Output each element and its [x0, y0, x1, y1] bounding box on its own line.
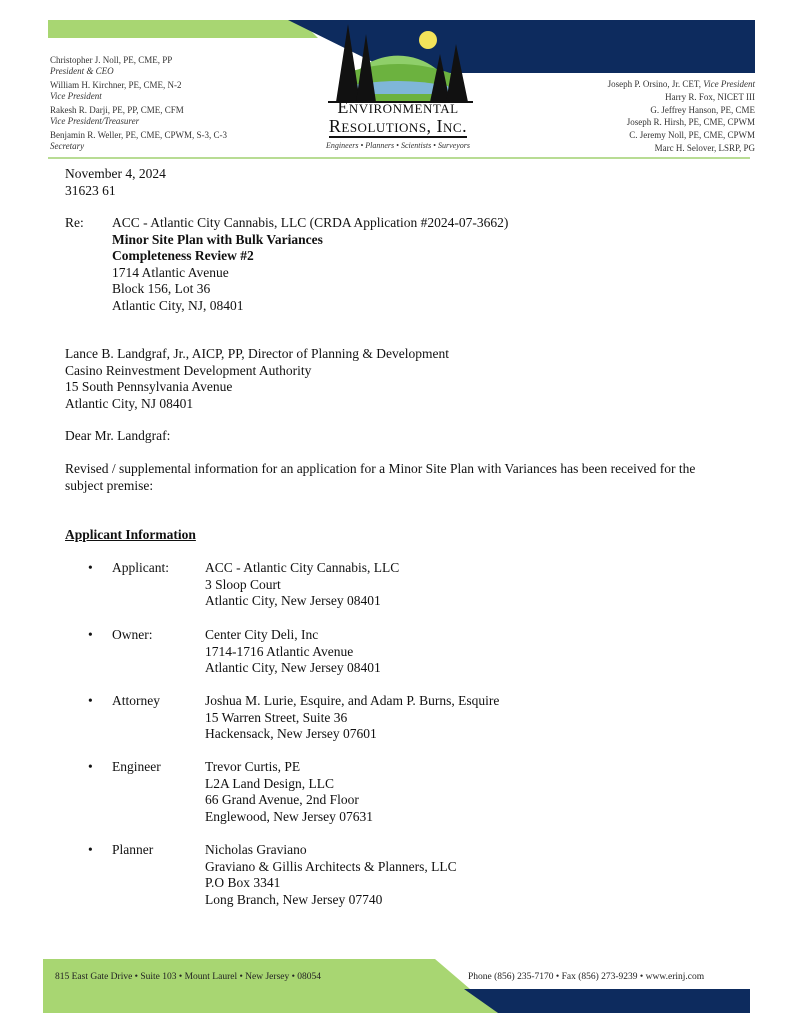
file-number: 31623 61 [65, 182, 116, 198]
bullet-icon: • [88, 693, 93, 708]
logo-line-2: Resolutions, Inc. [328, 116, 468, 136]
salutation: Dear Mr. Landgraf: [65, 428, 171, 443]
bullet-icon: • [88, 560, 93, 575]
intro-paragraph: Revised / supplemental information for an application for a Minor Site Plan with Variances has been received for the subject premise: [65, 461, 696, 493]
officer: Rakesh R. Darji, PE, PP, CME, CFM Vice President/Treasurer [50, 105, 184, 126]
recipient-address: Lance B. Landgraf, Jr., AICP, PP, Director of Planning & Development Casino Reinvestment Development Authority 15 South Pennsylvania Avenue Atlantic City, NJ 08401 [65, 346, 449, 411]
letter-date: November 4, 2024 [65, 166, 166, 181]
company-logo-icon [318, 24, 478, 104]
officer: Christopher J. Noll, PE, CME, PP President & CEO [50, 55, 173, 76]
bullet-icon: • [88, 759, 93, 774]
officers-left [50, 55, 227, 155]
logo-line-1: Environmental [337, 97, 459, 117]
logo-tagline: Engineers • Planners • Scientists • Surveyors [326, 141, 470, 150]
re-label: Re: [65, 215, 84, 230]
section-heading: Applicant Information [65, 527, 196, 542]
date-block [65, 166, 166, 199]
bullet-icon: • [88, 842, 93, 857]
bullet-icon: • [88, 627, 93, 642]
logo-wordmark [310, 98, 486, 138]
footer-address: 815 East Gate Drive • Suite 103 • Mount Laurel • New Jersey • 08054 [55, 972, 322, 982]
subject-block: ACC - Atlantic City Cannabis, LLC (CRDA Application #2024-07-3662) Minor Site Plan with Bulk Variances Completeness Review #2 1714 Atlantic Avenue Block 156, Lot 36 Atlantic City, NJ, 08401 [112, 215, 509, 313]
officer: Benjamin R. Weller, PE, CME, CPWM, S-3, C-3 Secretary [50, 130, 227, 151]
officer: William H. Kirchner, PE, CME, N-2 Vice President [50, 80, 182, 101]
officers-right: Joseph P. Orsino, Jr. CET, Vice President Harry R. Fox, NICET III G. Jeffrey Hanson, PE, CME Joseph R. Hirsh, PE, CME, CPWM C. Jeremy Noll, PE, CME, CPWM Marc H. Selover, LSRP, PG [607, 79, 755, 153]
letter-page: Environmental Resolutions, Inc. Engineers • Planners • Scientists • Surveyors Christopher J. Noll, PE, CME, PP President & CEO William H. Kirchner, PE, CME, N-2 Vice President Rakesh R. Darji, PE, PP, CME, CFM Vice President/Treasurer Benjamin R. Weller, PE, CME, CPWM, S-3, C-3 Secretary Joseph P. Orsino, Jr. CET, Vice President Harry R. Fox, NICET III G. Jeffrey Hanson, PE, CME Joseph R. Hirsh, PE, CME, CPWM C. Jeremy Noll, PE, CME, CPWM Marc H. Selover, LSRP, PG November 4, 2024 31623 61 Re: ACC - Atlantic City Cannabis, LLC (CRDA Application #2024-07-3662) Minor Site Plan with Bulk Variances Completeness Review #2 1714 Atlantic Avenue Block 156, Lot 36 Atlantic City, NJ, 08401 Lance B. Landgraf, Jr., AICP, PP, Director of Planning & Development Casino Reinvestment Development Authority 15 South Pennsylvania Avenue Atlantic City, NJ 08401 Dear Mr. Landgraf: Revised / supplemental information for an application for a Minor Site Plan with Variances has been received for the subject premise: Applicant Information • Applicant: ACC - Atlantic City Cannabis, LLC 3 Sloop Court Atlantic City, New Jersey 08401 • Owner: Center City Deli, Inc 1714-1716 Atlantic Avenue Atlantic City, New Jersey 08401 • Attorney Joshua M. Lurie, Esquire, and Adam P. Burns, Esquire 15 Warren Street, Suite 36 Hackensack, New Jersey 07601 • Engineer Trevor Curtis, PE L2A Land Design, LLC 66 Grand Avenue, 2nd Floor Englewood, New Jersey 07631 • Planner Nicholas Graviano Graviano & Gillis Architects & Planners, LLC P.O Box 3341 Long Branch, New Jersey 07740 815 East Gate Drive • Suite 103 • Mount Laurel • New Jersey • 08054 Phone (856) 235-7170 • Fax (856) 273-9239 • www.erinj.com [0, 0, 791, 1024]
footer-banner [0, 955, 791, 1020]
footer-contact: Phone (856) 235-7170 • Fax (856) 273-9239 • www.erinj.com [468, 972, 705, 982]
